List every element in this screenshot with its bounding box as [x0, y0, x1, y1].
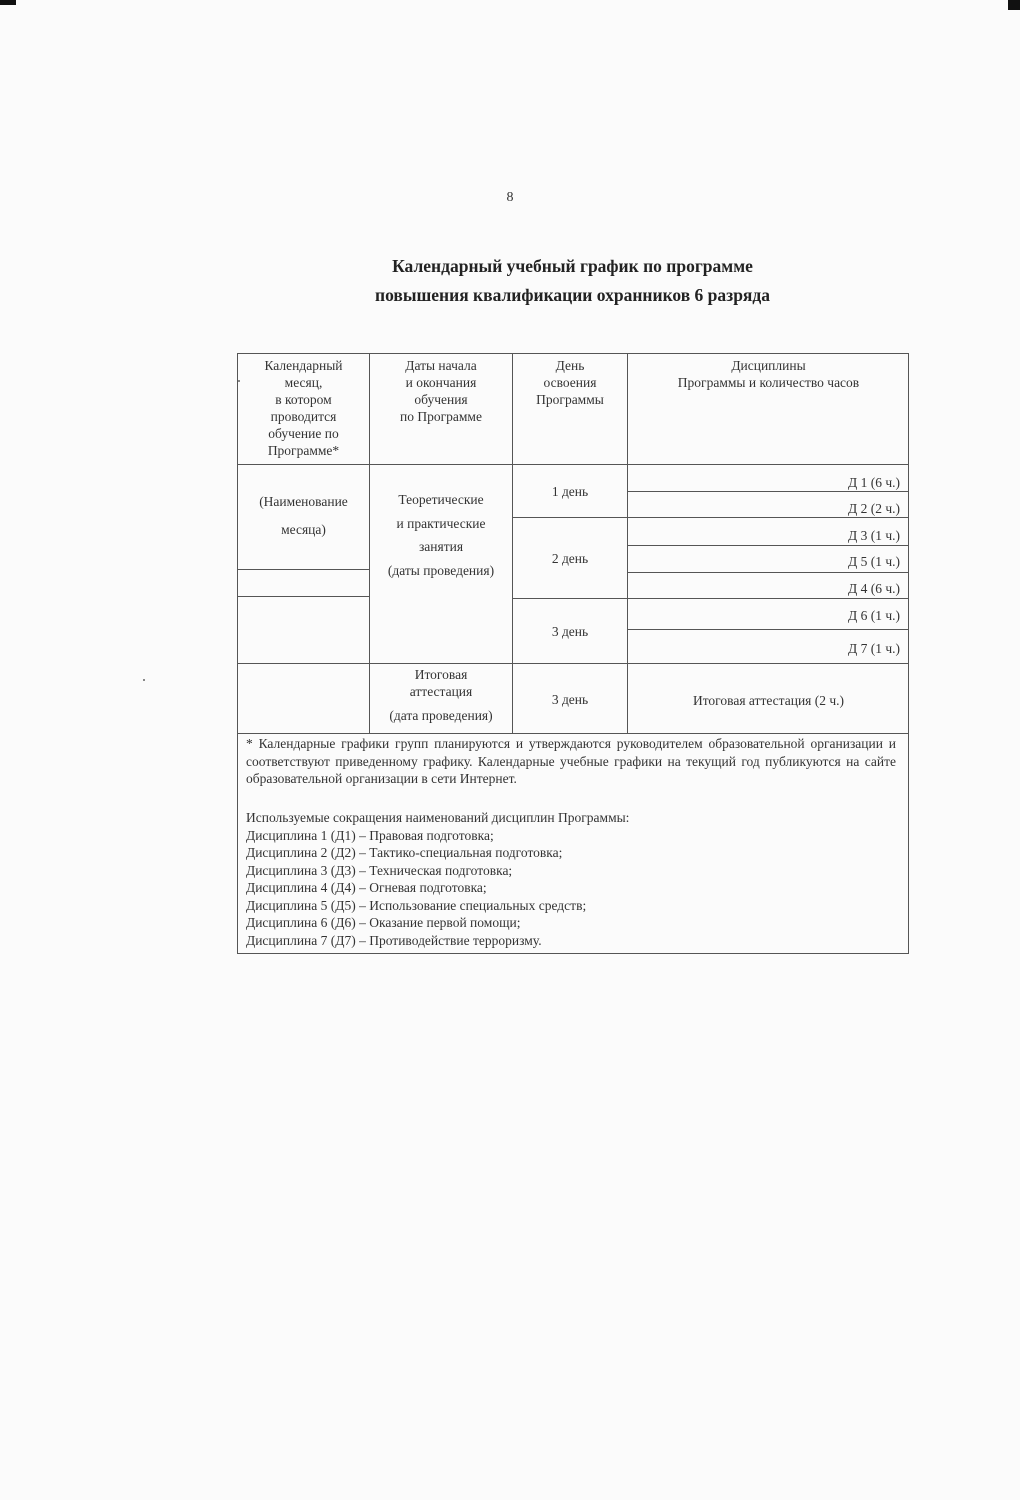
row-divider — [627, 598, 909, 599]
abbreviation-item: Дисциплина 2 (Д2) – Тактико-специальная подготовка; — [246, 845, 563, 860]
discipline-cell: Д 5 (1 ч.) — [848, 554, 900, 569]
row-divider — [627, 517, 909, 518]
abbreviation-item: Дисциплина 6 (Д6) – Оказание первой помощи; — [246, 915, 521, 930]
header-dates: Даты начала и окончания обучения по Программе — [400, 358, 482, 424]
abbreviations-list — [246, 809, 896, 949]
abbreviation-item: Дисциплина 5 (Д5) – Использование специальных средств; — [246, 897, 587, 913]
header-day: День освоения Программы — [536, 358, 604, 407]
discipline-cell: Д 6 (1 ч.) — [848, 608, 900, 623]
row-divider — [238, 569, 369, 570]
header-month: Календарный месяц, в котором проводится обучение по Программе* — [264, 358, 343, 458]
discipline-cell: Д 3 (1 ч.) — [848, 528, 900, 543]
final-attestation-day: 3 день — [551, 692, 589, 707]
title-line-1: Календарный учебный график по программе — [392, 256, 753, 276]
day-cell: 2 день — [551, 551, 589, 566]
title-line-2: повышения квалификации охранников 6 разряда — [374, 285, 770, 305]
row-divider — [238, 663, 909, 664]
row-divider — [627, 491, 909, 492]
discipline-cell: Д 4 (6 ч.) — [848, 581, 900, 596]
discipline-cell: Д 7 (1 ч.) — [848, 641, 900, 656]
month-name-cell: (Наименование месяца) — [259, 494, 348, 537]
scan-corner-mark — [0, 0, 16, 5]
schedule-table — [237, 353, 909, 954]
day-cell: 3 день — [551, 624, 589, 639]
header-divider — [238, 464, 909, 465]
row-divider — [627, 545, 909, 546]
column-divider — [627, 354, 628, 734]
lessons-dates-cell: Теоретические и практические занятия (даты проведения) — [387, 492, 495, 578]
final-attestation-dates: Итоговая аттестация (дата проведения) — [389, 667, 493, 723]
footnote: * Календарные графики групп планируются и утверждаются руководителем образовательной организации и соответствуют приведенному графику. Календарные учебные графики на текущий год публикуются на сайте образовательной организации в сети Интернет. — [246, 736, 896, 786]
abbreviation-item: Дисциплина 4 (Д4) – Огневая подготовка; — [246, 880, 487, 895]
row-divider — [512, 598, 627, 599]
column-divider — [512, 354, 513, 734]
page-number: 8 — [506, 190, 514, 205]
discipline-cell: Д 2 (2 ч.) — [848, 501, 900, 516]
row-divider — [512, 517, 627, 518]
row-divider — [627, 572, 909, 573]
page-title — [0, 252, 1020, 310]
row-divider — [627, 629, 909, 630]
day-cell: 1 день — [551, 484, 589, 499]
abbreviation-item: Дисциплина 3 (Д3) – Техническая подготовка; — [246, 862, 513, 878]
discipline-cell: Д 1 (6 ч.) — [848, 475, 900, 490]
header-disciplines: Дисциплины Программы и количество часов — [677, 358, 860, 390]
footnote-divider — [238, 733, 909, 734]
abbreviation-item: Дисциплина 7 (Д7) – Противодействие терроризму. — [246, 932, 542, 948]
row-divider — [238, 596, 369, 597]
abbreviation-item: Дисциплина 1 (Д1) – Правовая подготовка; — [246, 827, 494, 843]
final-attestation-discipline: Итоговая аттестация (2 ч.) — [692, 693, 845, 708]
scan-corner-mark — [1008, 0, 1020, 10]
scan-speck — [143, 679, 145, 681]
abbreviations-heading: Используемые сокращения наименований дисциплин Программы: — [246, 810, 630, 825]
